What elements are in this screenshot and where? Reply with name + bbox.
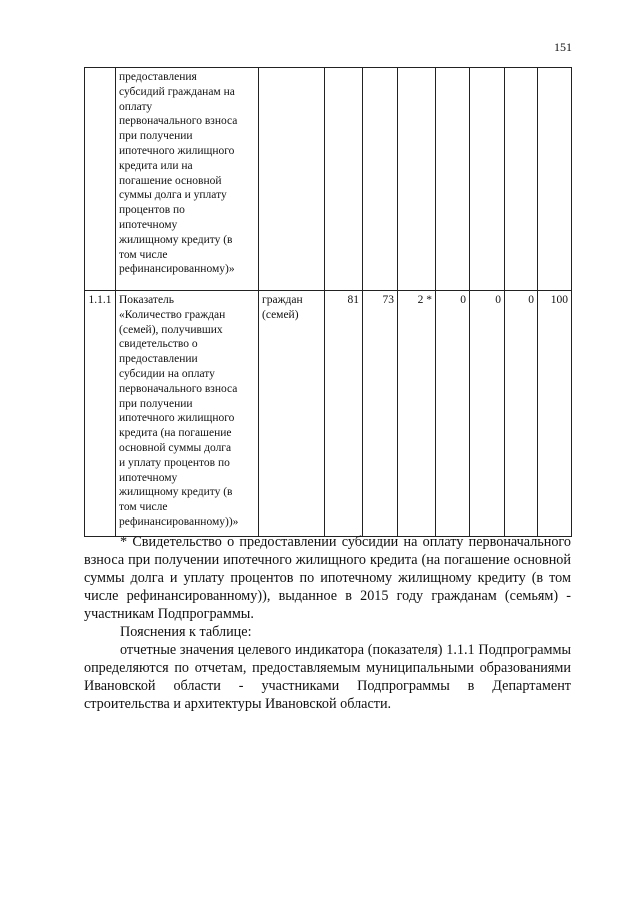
value-cell xyxy=(363,68,398,291)
value-cell: 0 xyxy=(470,291,505,537)
unit-cell xyxy=(259,68,325,291)
value-cell: 81 xyxy=(325,291,363,537)
notes-explanation: отчетные значения целевого индикатора (показателя) 1.1.1 Подпрограммы определяются по отчетам, предоставляемым муниципальными образованиями Ивановской области - участниками Подпрограммы в Департамент строительства и архитектуры Ивановской области. xyxy=(84,642,571,712)
value-cell xyxy=(538,68,572,291)
footnote: * Свидетельство о предоставлении субсидии на оплату первоначального взноса при получении ипотечного жилищного кредита (на погашение основной суммы долга и уплату процентов по ипотечному жилищному кредиту (в том числе рефинансированному)), выданное в 2015 году гражданам (семьям) - участникам Подпрограммы. xyxy=(84,534,571,622)
table-row xyxy=(85,68,572,291)
indicator-name-cell: Показатель «Количество граждан (семей), получивших свидетельство о предоставлении субсидии на оплату первоначального взноса при получении ипотечного жилищного кредита (на погашение основной суммы долга и уплату процентов по ипотечному жилищному кредиту (в том числе рефинансированному))» xyxy=(116,291,259,537)
row-number-cell: 1.1.1 xyxy=(85,291,116,537)
value-cell: 73 xyxy=(363,291,398,537)
row-number-cell xyxy=(85,68,116,291)
indicator-name-cell: предоставления субсидий гражданам на оплату первоначального взноса при получении ипотечного жилищного кредита или на погашение основной суммы долга и уплату процентов по ипотечному жилищному кредиту (в том числе рефинансированному)» xyxy=(116,68,259,291)
value-cell xyxy=(470,68,505,291)
value-cell xyxy=(505,68,538,291)
value-cell xyxy=(398,68,436,291)
value-cell xyxy=(325,68,363,291)
unit-cell: граждан (семей) xyxy=(259,291,325,537)
value-cell xyxy=(436,68,470,291)
value-cell: 0 xyxy=(436,291,470,537)
value-cell: 0 xyxy=(505,291,538,537)
table-row xyxy=(85,291,572,537)
page-number: 151 xyxy=(554,40,572,54)
value-cell: 2 * xyxy=(398,291,436,537)
indicator-table xyxy=(84,67,572,537)
notes-heading: Пояснения к таблице: xyxy=(120,624,252,640)
value-cell: 100 xyxy=(538,291,572,537)
notes-section xyxy=(84,533,571,713)
